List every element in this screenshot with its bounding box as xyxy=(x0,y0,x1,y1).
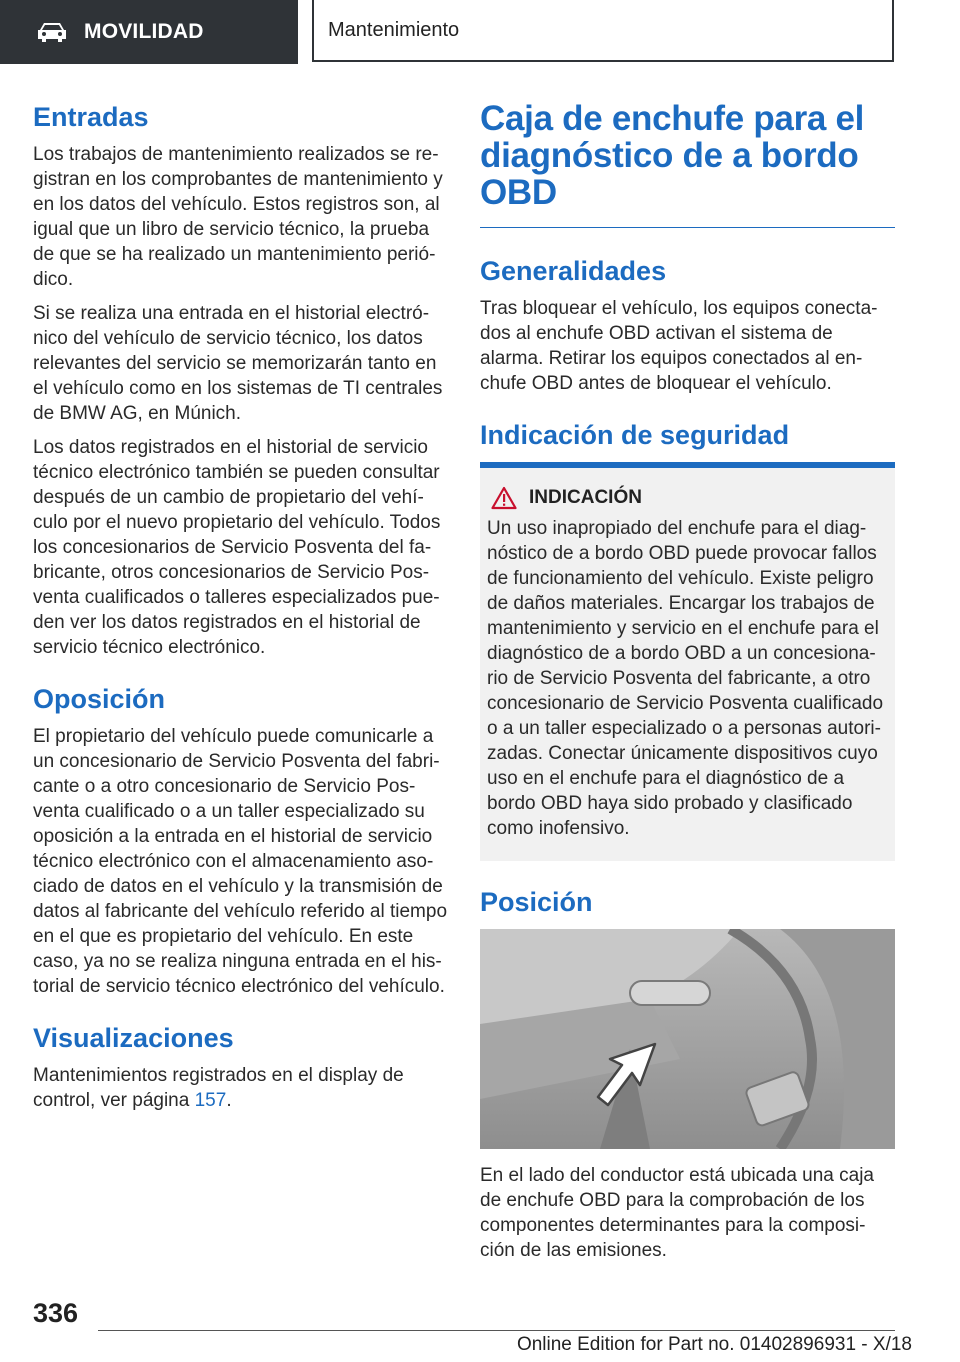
car-icon xyxy=(36,21,68,43)
paragraph: En el lado del conductor está ubicada una caja de enchufe OBD para la comprobación de los componentes determinantes para la composi-ción de las emisiones. xyxy=(480,1165,874,1261)
page-number: 336 xyxy=(33,1298,79,1328)
warning-text: Un uso inapropiado del enchufe para el diag-nóstico de a bordo OBD puede provocar fallos de funcionamiento del vehículo. Existe peligro de daños materiales. Encargar los trabajos de mantenimiento y servicio en el enchufe para el diagnóstico de a bordo OBD a un concesiona-rio de Servicio Posventa del fabricante, a otro concesionario de Servicio Posventa cualificado o a un taller especializado o a personas autori-zadas. Conectar únicamente dispositivos cuyo uso en el enchufe para el diagnóstico de a bordo OBD haya sido probado y clasificado como inofensivo. xyxy=(487,518,884,839)
paragraph: Si se realiza una entrada en el historial electró-nico del vehículo de servicio técnico, los datos relevantes del servicio se memorizarán tanto en el vehículo como en los sistemas de TI centrales de BMW AG, en Múnich. xyxy=(33,303,443,424)
heading-seguridad: Indicación de seguridad xyxy=(480,420,790,450)
warning-icon xyxy=(491,486,517,510)
page-link[interactable]: 157 xyxy=(194,1090,227,1111)
paragraph xyxy=(33,1063,448,1113)
visual-end: . xyxy=(226,1090,232,1111)
section-tab[interactable] xyxy=(0,0,298,64)
heading-entradas: Entradas xyxy=(33,102,149,132)
chapter-label: Mantenimiento xyxy=(328,18,460,41)
warning-label: INDICACIÓN xyxy=(529,487,642,508)
footer-divider xyxy=(98,1330,895,1331)
paragraph: Tras bloquear el vehículo, los equipos conecta-dos al enchufe OBD activan el sistema de alarma. Retirar los equipos conectados al en-chufe OBD antes de bloquear el vehículo. xyxy=(480,298,878,394)
divider xyxy=(480,227,895,228)
chapter-tab[interactable] xyxy=(312,0,894,62)
edition-footer: Online Edition for Part no. 01402896931 - X/18 xyxy=(516,1334,912,1355)
heading-oposicion: Oposición xyxy=(33,684,166,714)
paragraph: Los datos registrados en el historial de servicio técnico electrónico también se pueden consultar después de un cambio de propietario del vehí-culo por el nuevo propietario del vehículo. Todos los concesionarios de Servicio Posventa del fa-bricante, otros concesionarios de Servicio Pos-venta cualificados o talleres especializados pue-den ver los datos registrados en el historial de servicio técnico electrónico. xyxy=(33,437,441,658)
paragraph: El propietario del vehículo puede comunicarle a un concesionario de Servicio Posventa del fabri-cante o a otro concesionario de Servicio Pos-venta cualificado o a un taller especializado su oposición a la entrada en el historial de servicio técnico electrónico con el almacenamiento aso-ciado de datos en el vehículo y la transmisión de datos al fabricante del vehículo referido al tiempo en el que es propietario del vehículo. En este caso, ya no se realiza ninguna entrada en el his-torial de servicio técnico electrónico del vehículo. xyxy=(33,726,448,997)
main-title: Caja de enchufe para el diagnóstico de a bordo OBD xyxy=(480,99,865,212)
section-label: MOVILIDAD xyxy=(84,20,204,43)
warning-header xyxy=(487,486,888,510)
paragraph: Los trabajos de mantenimiento realizados se re-gistran en los comprobantes de mantenimiento y en los datos del vehículo. Estos registros son, al igual que un libro de servicio técnico, la prueba de que se ha realizado un mantenimiento perió-dico. xyxy=(33,144,443,290)
visual-text: Mantenimientos registrados en el display de control, ver página xyxy=(33,1065,404,1111)
heading-generalidades: Generalidades xyxy=(480,256,667,286)
obd-location-photo xyxy=(480,929,895,1149)
right-column xyxy=(480,100,895,1272)
warning-box xyxy=(480,468,895,861)
heading-visualizaciones: Visualizaciones xyxy=(33,1023,234,1053)
left-column xyxy=(33,100,448,1122)
heading-posicion: Posición xyxy=(480,887,593,917)
